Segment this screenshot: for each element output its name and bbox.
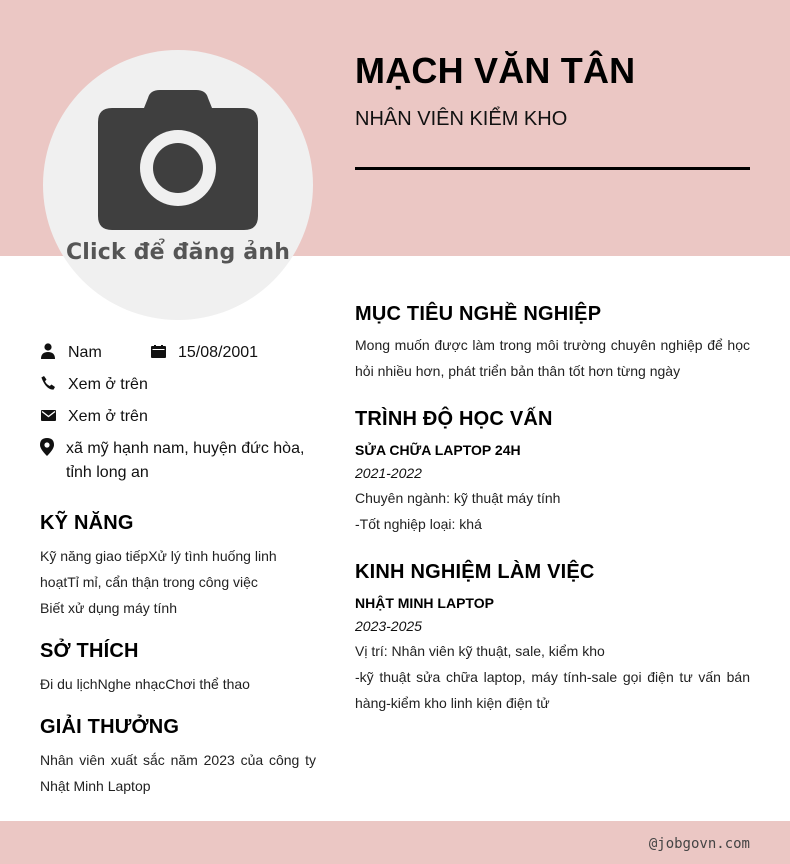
- objective-title: MỤC TIÊU NGHỀ NGHIỆP: [355, 303, 602, 325]
- experience-title: KINH NGHIỆM LÀM VIỆC: [355, 561, 595, 583]
- awards-title: GIẢI THƯỞNG: [40, 716, 180, 738]
- gender-value: Nam: [68, 344, 102, 361]
- education-school: SỬA CHỮA LAPTOP 24H: [355, 442, 521, 458]
- envelope-icon: [40, 405, 56, 425]
- skills-line-2: Biết xử dụng máy tính: [40, 600, 177, 616]
- skills-line-1: Kỹ năng giao tiếpXử lý tình huống linh hoạtTỉ mỉ, cẩn thận trong công việc: [40, 548, 277, 590]
- camera-icon: [98, 90, 258, 230]
- hobbies-title: SỞ THÍCH: [40, 640, 139, 662]
- map-pin-icon: [40, 437, 54, 457]
- education-grade: -Tốt nghiệp loại: khá: [355, 516, 482, 532]
- candidate-name: MẠCH VĂN TÂN: [355, 50, 636, 91]
- person-icon: [40, 341, 56, 361]
- hobbies-text: Đi du lịchNghe nhạcChơi thể thao: [40, 676, 250, 692]
- phone-value: Xem ở trên: [68, 376, 148, 393]
- email-row: [40, 405, 148, 429]
- title-divider: [355, 167, 750, 170]
- skills-title: KỸ NĂNG: [40, 512, 134, 534]
- avatar-caption: Click để đăng ảnh: [65, 240, 291, 265]
- experience-role: Vị trí: Nhân viên kỹ thuật, sale, kiểm kho: [355, 643, 605, 659]
- email-value: Xem ở trên: [68, 408, 148, 425]
- address-row: [40, 437, 315, 485]
- gender-row: [40, 341, 102, 365]
- avatar-upload[interactable]: [43, 50, 313, 320]
- phone-row: [40, 373, 148, 397]
- awards-text: Nhân viên xuất sắc năm 2023 của công ty Nhật Minh Laptop: [40, 752, 316, 794]
- education-title: TRÌNH ĐỘ HỌC VẤN: [355, 408, 553, 430]
- education-period: 2021-2022: [355, 465, 422, 481]
- footer-brand: @jobgovn.com: [648, 836, 750, 852]
- birthday-value: 15/08/2001: [178, 344, 259, 361]
- birthday-row: [150, 341, 258, 365]
- candidate-position: NHÂN VIÊN KIỂM KHO: [355, 108, 568, 130]
- calendar-icon: [150, 341, 166, 361]
- phone-icon: [40, 373, 56, 393]
- education-major: Chuyên ngành: kỹ thuật máy tính: [355, 490, 561, 506]
- experience-company: NHẬT MINH LAPTOP: [355, 595, 494, 611]
- address-value: xã mỹ hạnh nam, huyện đức hòa, tỉnh long an: [66, 440, 305, 481]
- objective-text: Mong muốn được làm trong môi trường chuyên nghiệp để học hỏi nhiều hơn, phát triển bản thân tốt hơn từng ngày: [355, 337, 750, 379]
- experience-period: 2023-2025: [355, 618, 422, 634]
- experience-duties: -kỹ thuật sửa chữa laptop, máy tính-sale gọi điện tư vấn bán hàng-kiểm kho linh kiện điện tử: [355, 669, 750, 711]
